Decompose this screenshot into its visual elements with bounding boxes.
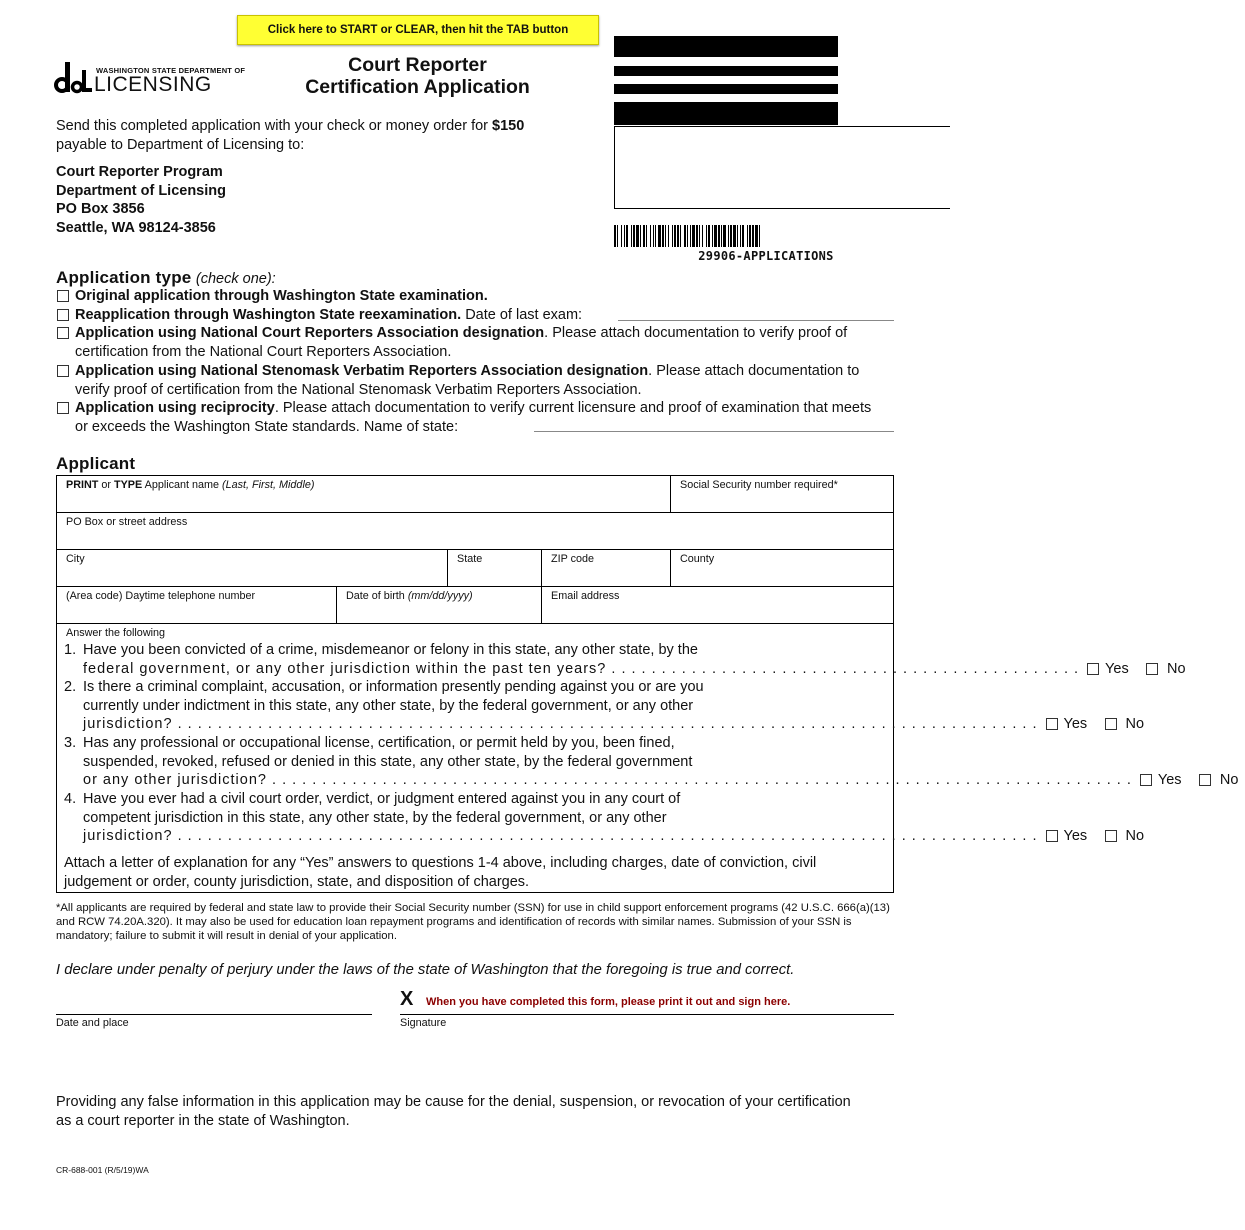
question-text: jurisdiction? xyxy=(83,716,173,733)
dob-field[interactable] xyxy=(337,587,541,623)
address-line: Department of Licensing xyxy=(56,182,226,199)
option-label: Application using reciprocity xyxy=(75,400,275,416)
sign-x-icon: X xyxy=(400,988,414,1010)
option-nsvra-checkbox[interactable] xyxy=(57,365,69,377)
question-text: or any other jurisdiction? xyxy=(83,772,267,789)
question-leader: federal government, or any other jurisdiction within the past ten years? . . . . . . . . . . . . . . . . . . . . . . . . . . . . . . . . . . . . . . . . . . . . . . . xyxy=(83,660,1080,677)
field-label: PRINT xyxy=(66,479,99,491)
intro-text-start: Send this completed application with your check or money order for xyxy=(56,118,493,134)
question-text: currently under indictment in this state, any other state, by the federal government, or any other xyxy=(83,697,694,714)
no-label: No xyxy=(1125,716,1145,733)
form-title xyxy=(260,54,575,98)
field-label: PO Box or street address xyxy=(66,516,188,528)
field-label: ZIP code xyxy=(551,553,595,565)
option-reciprocity-checkbox[interactable] xyxy=(57,402,69,414)
email-field[interactable] xyxy=(542,587,893,623)
date-place-label: Date and place xyxy=(56,1017,129,1029)
field-label: Answer the following xyxy=(66,627,166,639)
signature-label: Signature xyxy=(400,1017,447,1029)
option-original-checkbox[interactable] xyxy=(57,290,69,302)
field-label: (Area code) Daytime telephone number xyxy=(66,590,256,602)
question-2 xyxy=(64,678,1145,734)
field-label: Applicant name xyxy=(142,479,223,491)
barcode-text: 29906-APPLICATIONS xyxy=(698,249,834,263)
county-field[interactable] xyxy=(671,550,893,586)
attach-note: Attach a letter of explanation for any “Yes” answers to questions 1-4 above, including charges, date of conviction, civil judgement or order, county jurisdiction, state, and disposition of charges. xyxy=(64,855,817,890)
option-original xyxy=(56,287,896,306)
dol-logo xyxy=(56,60,246,100)
field-label: County xyxy=(680,553,715,565)
question-leader: jurisdiction? . . . . . . . . . . . . . . . . . . . . . . . . . . . . . . . . . . . . . . . . . . . . . . . . . . . . . . . . . . . . . . . . . . . . . . . . . . . . . . . . . . . . . . xyxy=(83,828,1038,845)
last-exam-date-field[interactable] xyxy=(618,320,894,321)
option-ncra-checkbox[interactable] xyxy=(57,327,69,339)
option-label: Reapplication through Washington State reexamination. xyxy=(75,307,462,323)
question-leader: or any other jurisdiction? . . . . . . . . . . . . . . . . . . . . . . . . . . . . . . . . . . . . . . . . . . . . . . . . . . . . . . . . . . . . . . . . . . . . . . . . . . . . . . . . . . . . . . xyxy=(83,772,1132,789)
option-detail: . Please attach documentation to verify proof of certification from the National Court Reporters Association. xyxy=(75,325,848,360)
address-line: Court Reporter Program xyxy=(56,164,223,180)
redaction-bar xyxy=(614,84,838,94)
question-number: 4. xyxy=(64,791,77,807)
question-text: Is there a criminal complaint, accusation, or information presently pending against you or are you xyxy=(83,679,704,695)
intro-text-end: payable to Department of Licensing to: xyxy=(56,136,305,153)
no-label: No xyxy=(1219,772,1239,789)
answer-heading xyxy=(57,625,357,641)
question-text: Have you ever had a civil court order, verdict, or judgment entered against you in any court of xyxy=(83,791,681,807)
question-4 xyxy=(64,790,1145,846)
sign-instruction: When you have completed this form, please print it out and sign here. xyxy=(426,996,791,1008)
q2-yes-checkbox[interactable] xyxy=(1046,718,1058,730)
field-label: City xyxy=(66,553,85,565)
ssn-footnote: *All applicants are required by federal and state law to provide their Social Security number (SSN) for use in child support enforcement programs (42 U.S.C. 666(a)(13) and RCW 74.20A.320). It may also be used for education loan repayment programs and identification of records with similar names. Submission of your SSN is mandatory; failure to submit it will result in denial of your application. xyxy=(56,902,890,943)
logo-department: WASHINGTON STATE DEPARTMENT OF xyxy=(96,66,246,75)
question-3 xyxy=(64,734,1239,790)
applicant-heading: Applicant xyxy=(56,454,136,473)
q2-no-checkbox[interactable] xyxy=(1105,718,1117,730)
question-text: jurisdiction? xyxy=(83,828,173,845)
title-line-2: Certification Application xyxy=(305,76,530,98)
question-text: Have you been convicted of a crime, misdemeanor or felony in this state, any other state, by the xyxy=(83,642,698,658)
ssn-field[interactable] xyxy=(671,476,893,512)
field-label: State xyxy=(457,553,483,565)
redaction-bar xyxy=(614,36,838,57)
option-reapplication-checkbox[interactable] xyxy=(57,309,69,321)
field-hint: (Last, First, Middle) xyxy=(222,479,315,491)
question-text: suspended, revoked, refused or denied in this state, any other state, by the federal government xyxy=(83,753,693,770)
start-clear-button[interactable]: Click here to START or CLEAR, then hit the TAB button xyxy=(237,15,599,45)
state-name-field[interactable] xyxy=(534,431,894,432)
question-text: Has any professional or occupational license, certification, or permit held by you, been fined, xyxy=(83,735,675,751)
logo-licensing: LICENSING xyxy=(94,73,212,96)
yes-label: Yes xyxy=(1105,660,1129,677)
question-number: 3. xyxy=(64,735,77,751)
fee-amount: $150 xyxy=(492,118,525,134)
question-text: federal government, or any other jurisdiction within the past ten years? xyxy=(83,660,607,677)
form-number: CR-688-001 (R/5/19)WA xyxy=(56,1165,149,1175)
q3-yes-checkbox[interactable] xyxy=(1140,774,1152,786)
address-line: PO Box 3856 xyxy=(56,201,145,218)
redaction-bar xyxy=(614,102,838,125)
field-hint: (mm/dd/yyyy) xyxy=(407,590,473,602)
question-leader: jurisdiction? . . . . . . . . . . . . . . . . . . . . . . . . . . . . . . . . . . . . . . . . . . . . . . . . . . . . . . . . . . . . . . . . . . . . . . . . . . . . . . . . . . . . . . xyxy=(83,716,1038,733)
yes-label: Yes xyxy=(1157,772,1182,789)
q4-no-checkbox[interactable] xyxy=(1105,830,1117,842)
no-label: No xyxy=(1167,660,1186,677)
question-number: 1. xyxy=(64,642,77,658)
office-use-box xyxy=(614,126,950,209)
barcode-icon xyxy=(614,225,894,247)
q3-no-checkbox[interactable] xyxy=(1199,774,1211,786)
field-label: TYPE xyxy=(114,479,143,491)
field-label: or xyxy=(98,479,115,491)
dol-logo-mark-icon xyxy=(56,62,92,96)
applicant-name-field[interactable] xyxy=(57,476,670,512)
yes-label: Yes xyxy=(1063,828,1088,845)
field-label: Email address xyxy=(551,590,620,602)
option-detail: Date of last exam: xyxy=(461,307,583,323)
yes-label: Yes xyxy=(1063,716,1088,733)
option-label: Application using National Stenomask Verbatim Reporters Association designation xyxy=(75,363,649,379)
intro-text xyxy=(56,117,596,154)
mailing-address xyxy=(56,163,226,238)
zip-field[interactable] xyxy=(542,550,670,586)
option-ncra xyxy=(56,324,896,361)
street-address-field[interactable] xyxy=(57,513,893,549)
no-label: No xyxy=(1125,828,1145,845)
signature-field[interactable] xyxy=(400,1014,894,1015)
false-info-warning: Providing any false information in this application may be cause for the denial, suspension, or revocation of your certification as a court reporter in the state of Washington. xyxy=(56,1094,851,1129)
option-detail: . Please attach documentation to verify proof of certification from the National Stenomask Verbatim Reporters Association. xyxy=(75,363,860,398)
option-detail: . Please attach documentation to verify current licensure and proof of examination that meets or exceeds the Washington State standards. Name of state: xyxy=(75,400,872,435)
address-line: Seattle, WA 98124-3856 xyxy=(56,220,216,237)
option-label: Original application through Washington State examination. xyxy=(75,288,488,304)
q1-no-checkbox[interactable] xyxy=(1146,663,1158,675)
phone-field[interactable] xyxy=(57,587,336,623)
option-reapplication xyxy=(56,306,896,325)
state-field[interactable] xyxy=(448,550,541,586)
city-field[interactable] xyxy=(57,550,447,586)
date-place-field[interactable] xyxy=(56,1014,372,1015)
question-number: 2. xyxy=(64,679,77,695)
option-nsvra xyxy=(56,362,896,399)
title-line-1: Court Reporter xyxy=(348,54,487,76)
field-label: Date of birth xyxy=(346,590,408,602)
perjury-declaration: I declare under penalty of perjury under the laws of the state of Washington that the foregoing is true and correct. xyxy=(56,962,795,978)
q1-yes-checkbox[interactable] xyxy=(1087,663,1099,675)
section-heading: Application type xyxy=(56,268,192,287)
heading-note: (check one): xyxy=(195,271,276,287)
q4-yes-checkbox[interactable] xyxy=(1046,830,1058,842)
redaction-bar xyxy=(614,66,838,76)
option-label: Application using National Court Reporters Association designation xyxy=(75,325,545,341)
question-text: competent jurisdiction in this state, any other state, by the federal government, or any other xyxy=(83,809,667,826)
field-label: Social Security number required* xyxy=(680,479,838,491)
application-type-heading xyxy=(56,268,276,288)
question-1 xyxy=(64,641,1186,678)
